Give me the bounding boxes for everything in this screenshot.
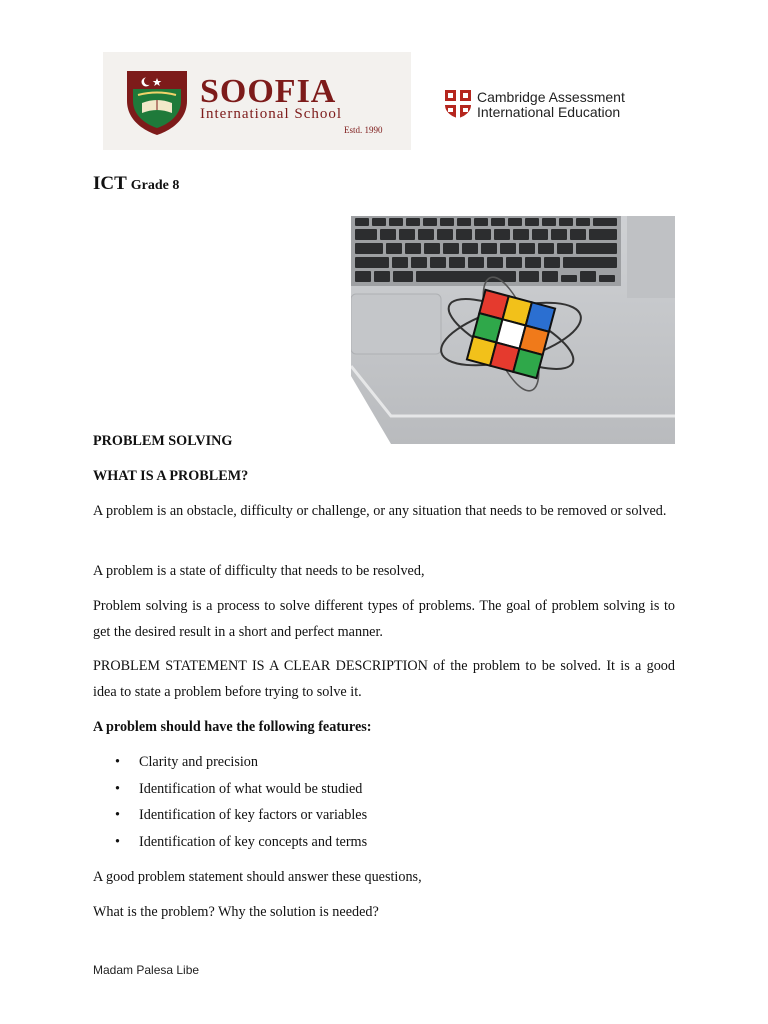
list-item [93, 829, 653, 856]
question-title: WHAT IS A PROBLEM? [93, 468, 249, 484]
bullet-icon: • [115, 754, 120, 770]
list-item [93, 749, 653, 776]
paragraph-problem-solving: Problem solving is a process to solve different types of problems. The goal of problem solving is to get the desired result in a short and perfect manner. [93, 598, 675, 640]
school-name: SOOFIA [200, 73, 337, 110]
paragraph-state: A problem is a state of difficulty that needs to be resolved, [93, 563, 425, 579]
paragraph-problem-statement: PROBLEM STATEMENT IS A CLEAR DESCRIPTION of the problem to be solved. It is a good idea to state a problem before trying to solve it. [93, 658, 675, 700]
board-name-line1: Cambridge Assessment [477, 89, 625, 105]
paragraph-definition: A problem is an obstacle, difficulty or challenge, or any situation that needs to be removed or solved. [93, 503, 667, 519]
list-item-text: Identification of key concepts and terms [139, 833, 368, 850]
paragraph-good-statement: A good problem statement should answer these questions, [93, 869, 422, 885]
list-item [93, 802, 653, 829]
features-title: A problem should have the following features: [93, 719, 372, 735]
subject-title: ICT [93, 173, 127, 194]
list-item-text: Identification of key factors or variables [139, 807, 368, 823]
list-item-text: Clarity and precision [139, 754, 258, 770]
board-logo [444, 89, 654, 121]
school-established: Estd. 1990 [344, 125, 383, 135]
section-title: PROBLEM SOLVING [93, 433, 233, 449]
laptop-rubiks-image [351, 216, 675, 444]
list-item [93, 776, 653, 803]
school-subtitle: International School [200, 106, 343, 122]
subject-heading [93, 174, 179, 193]
laptop-with-rubiks-cube-icon [351, 216, 675, 444]
grade-label: Grade 8 [130, 178, 180, 193]
list-item-text: Identification of what would be studied [139, 780, 363, 797]
school-logo [103, 52, 411, 150]
bullet-icon: • [115, 780, 120, 797]
paragraph-questions: What is the problem? Why the solution is needed? [93, 904, 379, 920]
board-name-line2: International Education [477, 104, 621, 120]
footer-author: Madam Palesa Libe [93, 963, 200, 977]
school-crest-icon [124, 67, 190, 137]
features-list [93, 749, 653, 855]
bullet-icon: • [115, 833, 120, 850]
cambridge-shield-icon [444, 89, 472, 119]
bullet-icon: • [115, 807, 120, 823]
